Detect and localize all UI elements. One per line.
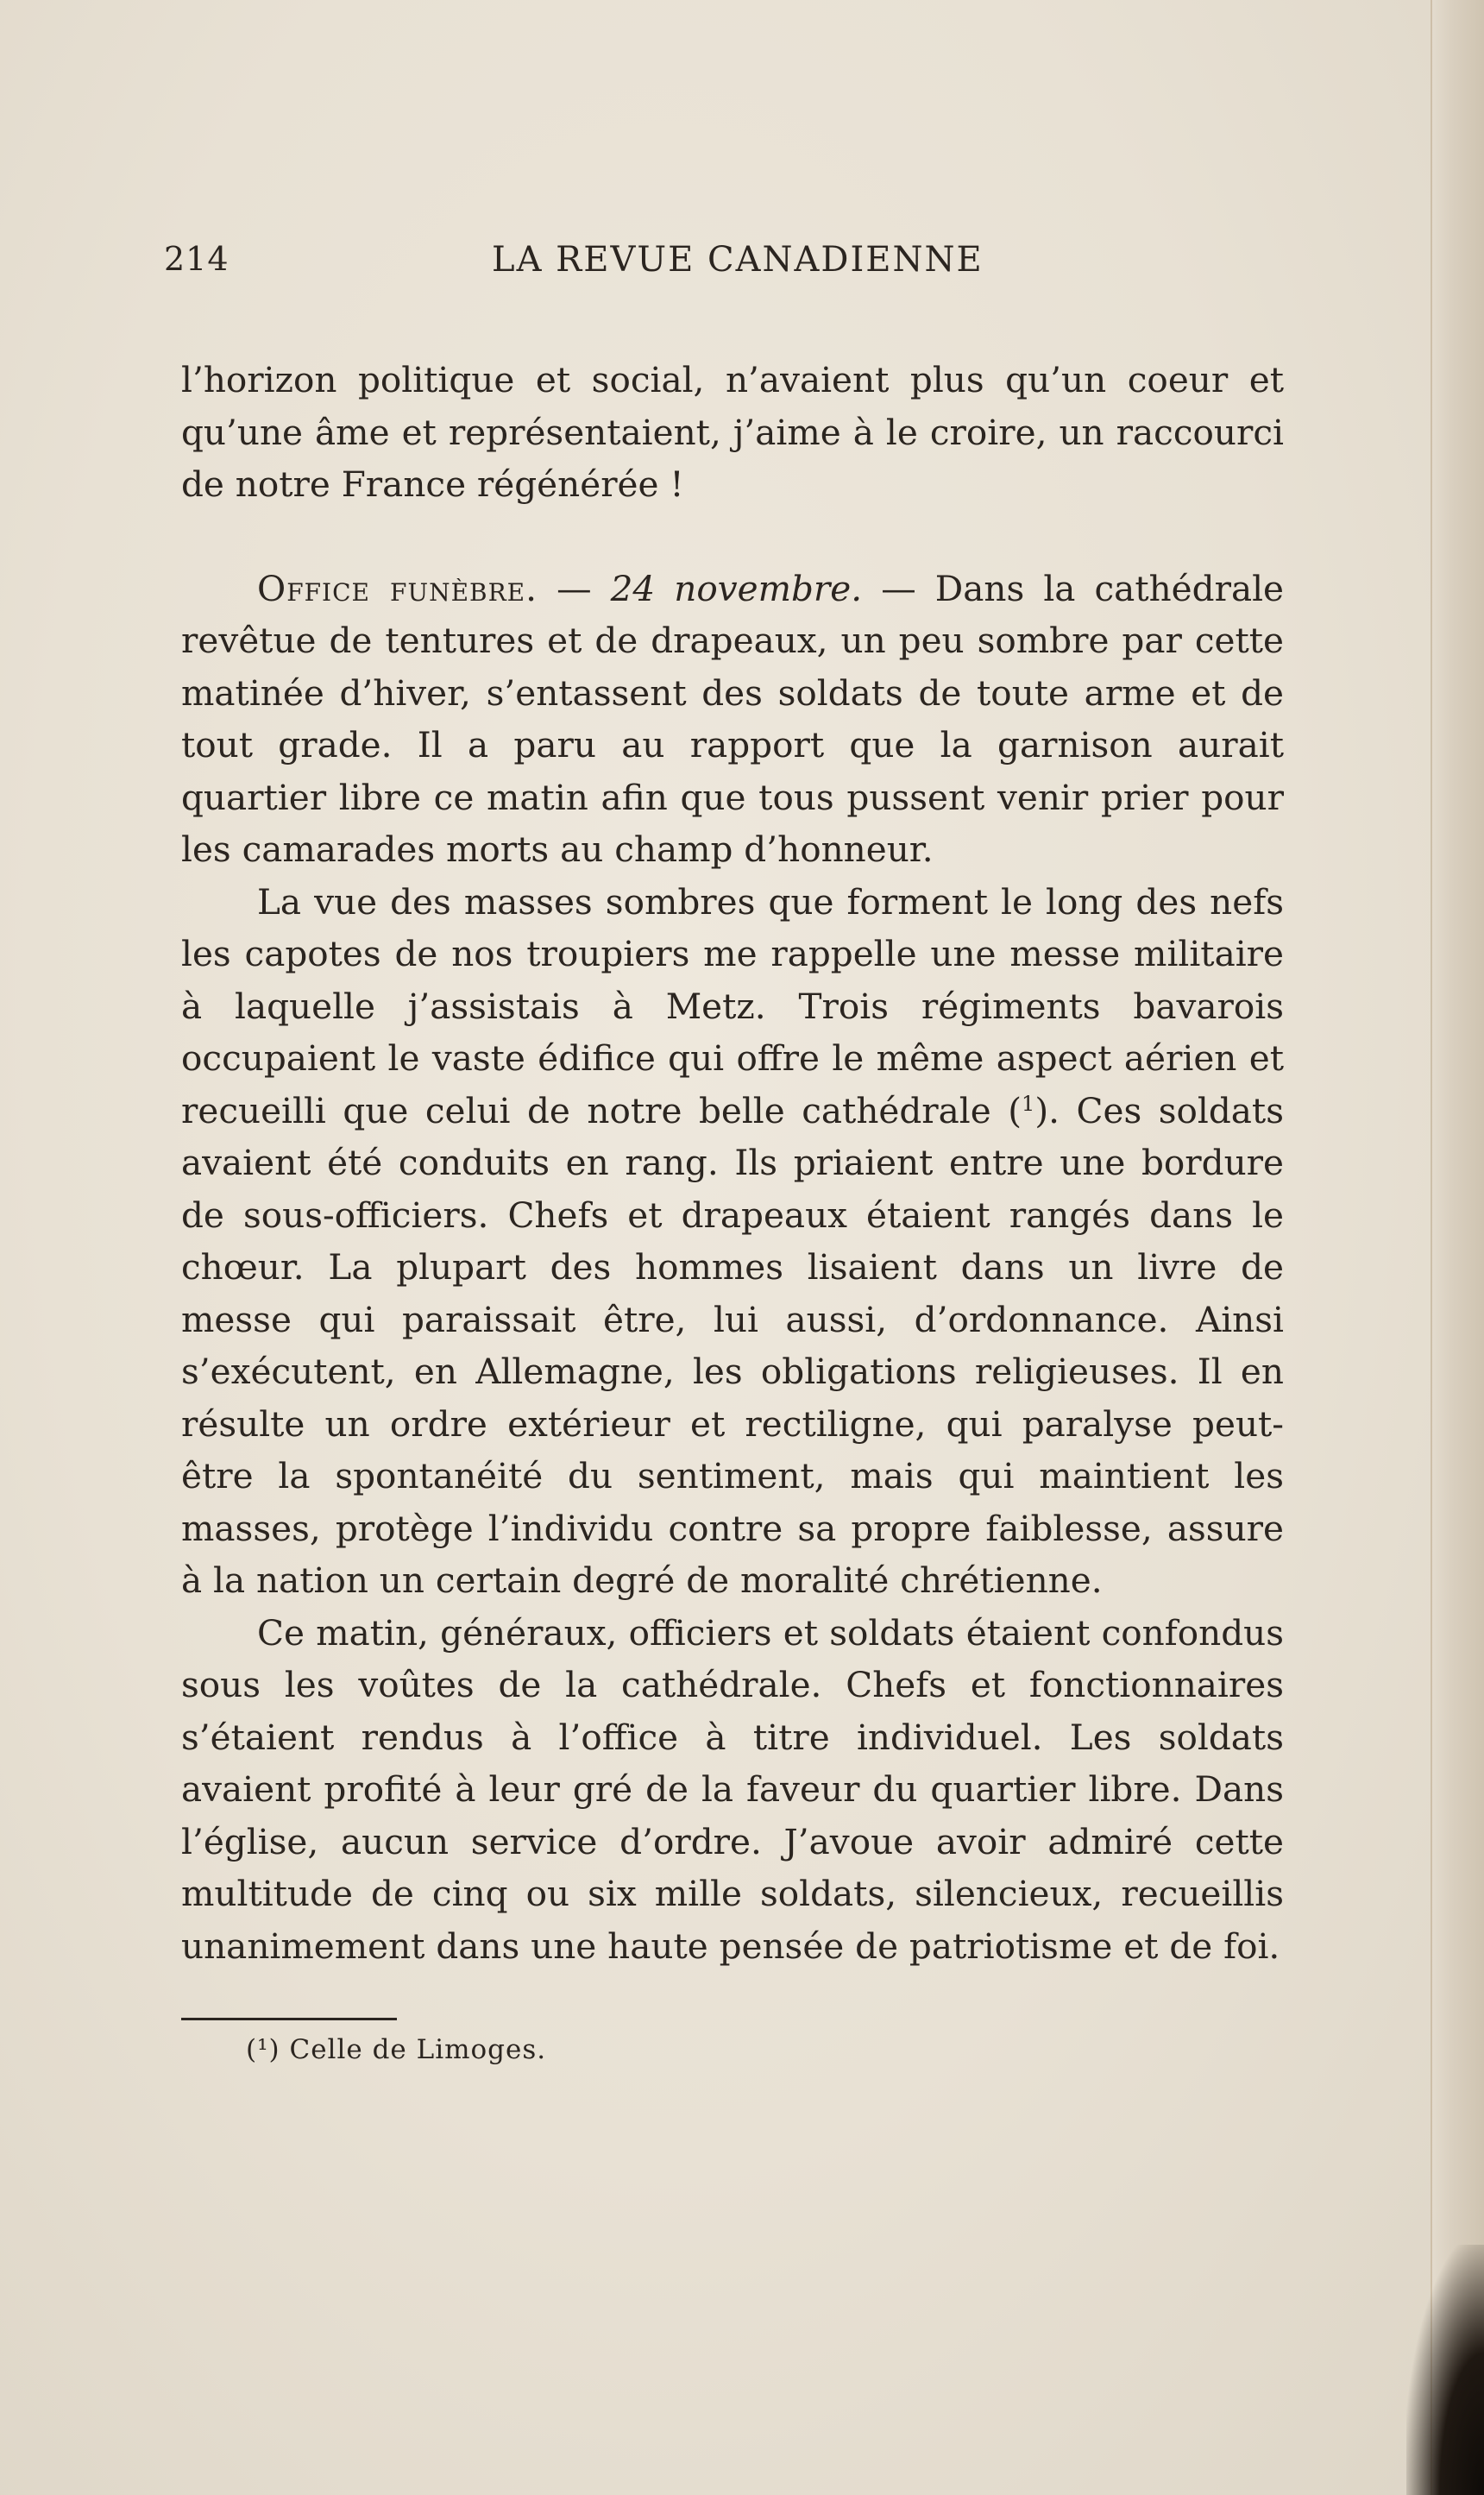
- corner-shadow: [1406, 2245, 1484, 2495]
- heading-dash: —: [538, 567, 611, 609]
- section-date: 24 novembre.: [610, 567, 863, 609]
- running-title: LA REVUE CANADIENNE: [492, 240, 984, 280]
- page-number: 214: [164, 240, 230, 278]
- paragraph-text: ). Ces soldats avaient été conduits en rang. Ils priaient entre une bordure de sous-officiers. Chefs et drapeaux étaient rangés dans le chœur. La plupart des hommes lisaient dans un livre de messe qui paraissait être, lui aussi, d’ordonnance. Ainsi s’exécutent, en Allemagne, les obligations religieuses. Il en résulte un ordre extérieur et rectiligne, qui paralyse peut-être la spontanéité du sentiment, mais qui maintient les masses, protège l’individu contre sa propre faiblesse, assure à la nation un certain degré de moralité chrétienne.: [181, 1089, 1284, 1601]
- paragraph-continued: l’horizon politique et social, n’avaient plus qu’un coeur et qu’une âme et représentaient, j’aime à le croire, un raccourci de notre France régénérée !: [181, 359, 1284, 505]
- page-header: [164, 240, 1286, 292]
- section-heading: Office funèbre.: [257, 567, 538, 609]
- paragraph-metz: [181, 876, 1284, 1607]
- paragraph-office-funebre: [181, 563, 1284, 876]
- body-text: [181, 354, 1284, 1972]
- footnote-marker: 1: [1022, 1091, 1035, 1116]
- footnote-separator: [181, 2018, 397, 2020]
- page-edge: [1431, 0, 1484, 2495]
- paragraph-text: La vue des masses sombres que forment le long des nefs les capotes de nos troupiers me rappelle une messe militaire à laquelle j’assistais à Metz. Trois régiments bavarois occupaient le vaste édifice qui offre le même aspect aérien et recueilli que celui de notre belle cathédrale (: [181, 880, 1284, 1131]
- footnote: (¹) Celle de Limoges.: [246, 2034, 547, 2065]
- paragraph-text: — Dans la cathédrale revêtue de tentures et de drapeaux, un peu sombre par cette matinée d’hiver, s’entassent des soldats de toute arme et de tout grade. Il a paru au rapport que la garnison aurait quartier libre ce matin afin que tous pussent venir prier pour les camarades morts au champ d’honneur.: [181, 567, 1285, 870]
- paragraph-ce-matin: Ce matin, généraux, officiers et soldats étaient confondus sous les voûtes de la cathédrale. Chefs et fonctionnaires s’étaient rendus à l’office à titre individuel. Les soldats avaient profité à leur gré de la faveur du quartier libre. Dans l’église, aucun service d’ordre. J’avoue avoir admiré cette multitude de cinq ou six mille soldats, silencieux, recueillis unanimement dans une haute pensée de patriotisme et de foi.: [181, 1611, 1284, 1967]
